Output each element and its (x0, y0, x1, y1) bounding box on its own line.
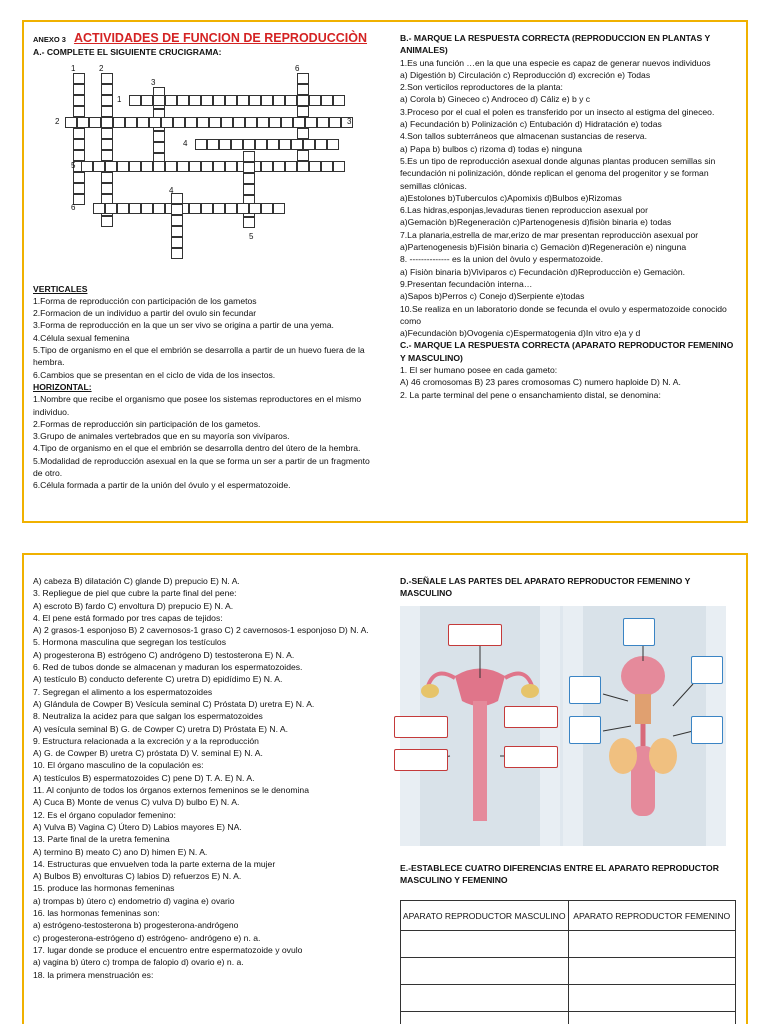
crossword-cell[interactable] (243, 173, 255, 184)
text-line: 6.Cambios que se presentan en el ciclo de vida de los insectos. (33, 369, 276, 380)
section-c-title: C.- MARQUE LA RESPUESTA CORRECTA (APARATO REPRODUCTOR FEMENINO Y MASCULINO) (400, 340, 734, 363)
text-line: 2.Son verticilos reproductores de la planta: (400, 82, 563, 93)
section-b-questions (400, 57, 740, 340)
text-line: a)Gemaciòn b)Regeneraciòn c)Partenogenesis d)fisiòn binaria e) todas (400, 217, 672, 228)
text-line: A) testículo B) conducto deferente C) uretra D) epidídimo E) N. A. (33, 674, 283, 685)
crossword-cell[interactable] (177, 95, 189, 106)
text-line: 1.Nombre que recibe el organismo que posee los sistemas reproductores en el mismo individuo. (33, 394, 362, 417)
crossword-number: 5 (249, 231, 254, 241)
female-label-box[interactable] (394, 716, 448, 738)
female-label-box[interactable] (394, 749, 448, 771)
worksheet-page-2 (22, 553, 748, 1024)
male-panel (563, 606, 726, 846)
table-cell[interactable] (568, 931, 736, 958)
text-line: a)Fecundaciòn b)Ovogenia c)Espermatogenia d)In vitro e)a y d (400, 328, 641, 339)
crossword-cell[interactable] (165, 161, 177, 172)
crossword-cell[interactable] (195, 139, 207, 150)
text-line: a) trompas b) útero c) endometrio d) vagina e) ovario (33, 895, 235, 906)
crossword-cell[interactable] (221, 117, 233, 128)
crossword-cell[interactable] (225, 161, 237, 172)
crossword-cell[interactable] (201, 203, 213, 214)
text-line: 3.Forma de reproducción en la que un ser vivo se origina a partir de una yema. (33, 320, 334, 331)
crossword-cell[interactable] (225, 203, 237, 214)
table-cell[interactable] (568, 1012, 736, 1024)
crossword-cell[interactable] (141, 203, 153, 214)
anexo-label: ANEXO 3 (33, 35, 66, 44)
crossword-number: 2 (99, 63, 104, 73)
page-title: ACTIVIDADES DE FUNCION DE REPRODUCCIÒN (73, 31, 368, 45)
crossword-number: 2 (55, 116, 60, 126)
crossword-cell[interactable] (225, 95, 237, 106)
male-label-box[interactable] (569, 676, 601, 704)
crossword-cell[interactable] (73, 106, 85, 117)
crossword-cell[interactable] (303, 139, 315, 150)
text-line: 6.Las hidras,esponjas,levaduras tienen reproduccion asexual por (400, 205, 648, 216)
crossword-number: 6 (295, 63, 300, 73)
crossword-cell[interactable] (279, 139, 291, 150)
crossword-cell[interactable] (171, 237, 183, 248)
crossword-cell[interactable] (101, 106, 113, 117)
crossword-cell[interactable] (93, 203, 105, 214)
crossword-cell[interactable] (105, 161, 117, 172)
crossword-cell[interactable] (207, 139, 219, 150)
text-line: a) Digestión b) Circulación c) Reproducción d) excreción e) Todas (400, 69, 651, 80)
table-cell[interactable] (401, 1012, 569, 1024)
crossword-cell[interactable] (81, 161, 93, 172)
crossword-cell[interactable] (237, 203, 249, 214)
crossword-cell[interactable] (101, 172, 113, 183)
text-line: 11. Al conjunto de todos los órganos externos femeninos se le denomina (33, 785, 309, 796)
text-line: 4.Célula sexual femenina (33, 332, 130, 343)
crossword-cell[interactable] (257, 117, 269, 128)
crossword-number: 5 (71, 160, 76, 170)
crossword-cell[interactable] (197, 117, 209, 128)
worksheet-page-1 (22, 20, 748, 523)
text-line: 2.Formacion de un individuo a partir del ovulo sin fecundar (33, 308, 257, 319)
crossword-cell[interactable] (297, 150, 309, 161)
male-label-box[interactable] (691, 656, 723, 684)
crossword-cell[interactable] (219, 139, 231, 150)
crossword-cell[interactable] (101, 216, 113, 227)
crossword-cell[interactable] (267, 139, 279, 150)
crossword-cell[interactable] (297, 106, 309, 117)
crossword-cell[interactable] (73, 172, 85, 183)
text-line: 16. las hormonas femeninas son: (33, 908, 160, 919)
text-line: 10. El órgano masculino de la copulación es: (33, 760, 204, 771)
text-line: 3. Repliegue de piel que cubre la parte final del pene: (33, 588, 237, 599)
text-line: 2.Formas de reproducción sin participación de los gametos. (33, 418, 261, 429)
text-line: a) Fisiòn binaria b)Vivìparos c) Fecundaciòn d)Reproducciòn e) Gemaciòn. (400, 266, 686, 277)
table-cell[interactable] (568, 958, 736, 985)
crossword-cell[interactable] (171, 226, 183, 237)
right-column (400, 575, 740, 1024)
text-line: a)Sapos b)Perros c) Conejo d)Serpiente e)todas (400, 291, 585, 302)
crossword-cell[interactable] (293, 117, 305, 128)
crossword-cell[interactable] (329, 117, 341, 128)
male-label-box[interactable] (691, 716, 723, 744)
crossword-cell[interactable] (65, 117, 77, 128)
crossword-cell[interactable] (129, 203, 141, 214)
text-line: 4. El pene está formado por tres capas de tejidos: (33, 612, 223, 623)
text-line: A) Cuca B) Monte de venus C) vulva D) bulbo E) N. A. (33, 797, 240, 808)
text-line: 9. Estructura relacionada a la excreción y a la reproducción (33, 735, 259, 746)
text-line: 7.La planaria,estrella de mar,erizo de mar presentan reproducciòn asexual por (400, 229, 699, 240)
crossword-cell[interactable] (261, 203, 273, 214)
text-line: 9.Presentan fecundaciòn interna… (400, 278, 533, 289)
crossword-cell[interactable] (273, 203, 285, 214)
text-line: A) 46 cromosomas B) 23 pares cromosomas C) numero haploide D) N. A. (400, 377, 681, 388)
crossword-cell[interactable] (73, 183, 85, 194)
crossword-cell[interactable] (317, 117, 329, 128)
crossword-cell[interactable] (291, 139, 303, 150)
crossword-cell[interactable] (333, 161, 345, 172)
crossword-cell[interactable] (129, 95, 141, 106)
crossword-cell[interactable] (177, 161, 189, 172)
crossword-cell[interactable] (189, 95, 201, 106)
text-line: 5.Es un tipo de reproducción asexual donde algunas plantas producen semillas sin fecundación ni polinización, dónde replican el genoma del progenitor y se forman semillas clónicas. (400, 155, 716, 191)
left-column (33, 32, 378, 492)
reproductive-system-diagram (400, 606, 726, 846)
table-header-male: APARATO REPRODUCTOR MASCULINO (401, 901, 569, 931)
crossword-cell[interactable] (297, 128, 309, 139)
crossword-number: 4 (183, 138, 188, 148)
crossword-cell[interactable] (285, 95, 297, 106)
female-label-box[interactable] (448, 624, 502, 646)
text-line: A) testículos B) espermatozoides C) pene D) T. A. E) N. A. (33, 772, 255, 783)
female-label-box[interactable] (504, 746, 558, 768)
section-a-title: A.- COMPLETE EL SIGUIENTE CRUCIGRAMA: (33, 47, 222, 58)
crossword-cell[interactable] (173, 117, 185, 128)
table-cell[interactable] (568, 985, 736, 1012)
crossword-cell[interactable] (93, 161, 105, 172)
crossword-cell[interactable] (249, 95, 261, 106)
text-line: 4.Son tallos subterráneos que almacenan sustancias de reserva. (400, 131, 647, 142)
text-line: 6. Red de tubos donde se almacenan y maduran los espermatozoides. (33, 662, 303, 673)
crossword-cell[interactable] (243, 162, 255, 173)
text-line: 3.Proceso por el cual el polen es transferido por un insecto al estigma del gineceo. (400, 106, 715, 117)
crossword-cell[interactable] (165, 95, 177, 106)
text-line: A) escroto B) fardo C) envoltura D) prepucio E) N. A. (33, 600, 234, 611)
table-header-female: APARATO REPRODUCTOR FEMENINO (568, 901, 736, 931)
page-header (33, 32, 378, 46)
crossword-cell[interactable] (213, 161, 225, 172)
crossword-cell[interactable] (321, 161, 333, 172)
crossword-cell[interactable] (261, 161, 273, 172)
crossword-cell[interactable] (161, 117, 173, 128)
crossword-cell[interactable] (305, 117, 317, 128)
crossword-cell[interactable] (171, 248, 183, 259)
text-line: 5. Hormona masculina que segregan los testículos (33, 637, 226, 648)
text-line: 14. Estructuras que envuelven toda la parte externa de la mujer (33, 858, 276, 869)
crossword-cell[interactable] (261, 95, 273, 106)
crossword-number: 1 (71, 63, 76, 73)
crossword-cell[interactable] (285, 161, 297, 172)
crossword-cell[interactable] (231, 139, 243, 150)
crossword-cell[interactable] (209, 117, 221, 128)
text-line: 3.Grupo de animales vertebrados que en su mayoría son vivíparos. (33, 431, 290, 442)
text-line: A) vesícula seminal B) G. de Cowper C) uretra D) Próstata E) N. A. (33, 723, 289, 734)
female-label-box[interactable] (504, 706, 558, 728)
crossword-cell[interactable] (249, 203, 261, 214)
section-d-title: D.-SEÑALE LAS PARTES DEL APARATO REPRODUCTOR FEMENINO Y MASCULINO (400, 576, 691, 599)
crossword-cell[interactable] (171, 204, 183, 215)
crossword-cell[interactable] (327, 139, 339, 150)
text-line: a) Fecundación b) Polinización c) Entubación d) Hidratación e) todas (400, 119, 662, 130)
crossword-cell[interactable] (73, 95, 85, 106)
text-line: 7. Segregan el alimento a los espermatozoides (33, 686, 213, 697)
crossword-cell[interactable] (243, 139, 255, 150)
crossword-cell[interactable] (189, 161, 201, 172)
horizontal-list (33, 393, 378, 491)
crossword-number: 6 (71, 202, 76, 212)
male-label-box[interactable] (569, 716, 601, 744)
text-line: 5.Modalidad de reproducción asexual en la que se forma un ser a partir de un fragmento de otro. (33, 455, 370, 479)
crossword-cell[interactable] (321, 95, 333, 106)
text-line: a)Estolones b)Tuberculos c)Apomixis d)Bulbos e)Rizomas (400, 192, 622, 203)
crossword-cell[interactable] (101, 95, 113, 106)
crossword-cell[interactable] (141, 161, 153, 172)
right-column (400, 32, 740, 401)
crossword-cell[interactable] (213, 95, 225, 106)
text-line: 8. Neutraliza la acidez para que salgan los espermatozoides (33, 711, 263, 722)
crossword-cell[interactable] (201, 95, 213, 106)
comparison-table (400, 900, 736, 1024)
crossword-number: 4 (169, 185, 174, 195)
text-line: 6.Célula formada a partir de la unión del óvulo y el espermatozoide. (33, 480, 291, 491)
text-line: 12. Es el órgano copulador femenino: (33, 809, 176, 820)
text-line: 18. la primera menstruación es: (33, 969, 154, 980)
crossword-cell[interactable] (101, 139, 113, 150)
text-line: 2. La parte terminal del pene o ensanchamiento distal, se denomina: (400, 389, 661, 400)
crossword-cell[interactable] (153, 95, 165, 106)
crossword-cell[interactable] (255, 139, 267, 150)
section-b-title: B.- MARQUE LA RESPUESTA CORRECTA (REPRODUCCION EN PLANTAS Y ANIMALES) (400, 33, 711, 56)
crossword-cell[interactable] (153, 131, 165, 142)
crossword-cell[interactable] (89, 117, 101, 128)
horizontal-heading: HORIZONTAL: (33, 381, 92, 392)
crossword-cell[interactable] (137, 117, 149, 128)
crossword-cell[interactable] (117, 161, 129, 172)
table-row (401, 985, 736, 1012)
crossword-number: 3 (151, 77, 156, 87)
crossword-cell[interactable] (101, 128, 113, 139)
crossword-cell[interactable] (113, 117, 125, 128)
crossword-cell[interactable] (269, 117, 281, 128)
text-line: 4.Tipo de organismo en el que el embrión se desarrolla dentro del útero de la hembra. (33, 443, 361, 454)
text-line: a) vagina b) útero c) trompa de falopio d) ovario e) n. a. (33, 957, 244, 968)
crossword-cell[interactable] (141, 95, 153, 106)
text-line: 8. -------------- es la union del òvulo y espermatozoide. (400, 254, 603, 265)
crossword-cell[interactable] (273, 161, 285, 172)
text-line: a)Partenogenesis b)Fisiòn binaria c) Gemaciòn d)Regeneraciòn e) ninguna (400, 242, 687, 253)
table-cell[interactable] (401, 931, 569, 958)
crossword-cell[interactable] (185, 117, 197, 128)
crossword-cell[interactable] (333, 95, 345, 106)
text-line: a) Papa b) bulbos c) rizoma d) todas e) ninguna (400, 143, 583, 154)
crossword-cell[interactable] (101, 183, 113, 194)
section-c-questions (400, 364, 740, 401)
crossword-cell[interactable] (117, 203, 129, 214)
text-line: A) termino B) meato C) ano D) himen E) N. A. (33, 846, 208, 857)
crossword-cell[interactable] (297, 161, 309, 172)
table-cell[interactable] (401, 985, 569, 1012)
crossword-cell[interactable] (149, 117, 161, 128)
section-e-title: E.-ESTABLECE CUATRO DIFERENCIAS ENTRE EL APARATO REPRODUCTOR MASCULINO Y FEMENINO (400, 862, 719, 885)
verticales-list (33, 295, 378, 381)
crossword-grid[interactable] (33, 63, 378, 283)
crossword-cell[interactable] (73, 84, 85, 95)
text-line: a) Corola b) Gineceo c) Androceo d) Cáliz e) b y c (400, 94, 591, 105)
crossword-cell[interactable] (153, 161, 165, 172)
text-line: 13. Parte final de la uretra femenina (33, 834, 170, 845)
crossword-cell[interactable] (171, 215, 183, 226)
left-column-questions (33, 575, 383, 981)
crossword-cell[interactable] (237, 95, 249, 106)
crossword-cell[interactable] (153, 203, 165, 214)
crossword-cell[interactable] (129, 161, 141, 172)
text-line: c) progesterona-estrógeno d) estrógeno- andrógeno e) n. a. (33, 932, 261, 943)
text-line: 5.Tipo de organismo en el que el embrión se desarrolla a partir de un huevo fuera de la hembra. (33, 345, 365, 368)
table-row (401, 931, 736, 958)
text-line: A) 2 grasos-1 esponjoso B) 2 cavernosos-1 graso C) 2 cavernosos-1 esponjoso D) N. A. (33, 625, 369, 636)
text-line: A) cabeza B) dilatación C) glande D) prepucio E) N. A. (33, 576, 240, 586)
crossword-cell[interactable] (153, 142, 165, 153)
table-row (401, 958, 736, 985)
text-line: 17. lugar donde se produce el encuentro entre espermatozoide y ovulo (33, 944, 303, 955)
crossword-cell[interactable] (297, 84, 309, 95)
crossword-number: 1 (117, 94, 122, 104)
verticales-heading: VERTICALES (33, 283, 88, 294)
text-line: A) Bulbos B) envolturas C) labios D) refuerzos E) N. A. (33, 871, 242, 882)
male-label-box[interactable] (623, 618, 655, 646)
crossword-cell[interactable] (213, 203, 225, 214)
text-line: 10.Se realiza en un laboratorio donde se fecunda el ovulo y espermatozoide conocido como (400, 303, 727, 326)
crossword-cell[interactable] (101, 84, 113, 95)
crossword-cell[interactable] (281, 117, 293, 128)
crossword-cell[interactable] (297, 95, 309, 106)
text-line: A) Glándula de Cowper B) Vesícula seminal C) Próstata D) uretra E) N. A. (33, 698, 315, 709)
text-line: a) estrógeno-testosterona b) progesterona-andrógeno (33, 920, 239, 931)
text-line: A) Vulva B) Vagina C) Útero D) Labios mayores E) NA. (33, 821, 242, 832)
text-line: A) G. de Cowper B) uretra C) próstata D) V. seminal E) N. A. (33, 748, 263, 759)
crossword-cell[interactable] (101, 117, 113, 128)
crossword-cell[interactable] (73, 128, 85, 139)
crossword-cell[interactable] (309, 161, 321, 172)
crossword-cell[interactable] (315, 139, 327, 150)
crossword-cell[interactable] (105, 203, 117, 214)
crossword-cell[interactable] (201, 161, 213, 172)
table-cell[interactable] (401, 958, 569, 985)
crossword-cell[interactable] (101, 150, 113, 161)
crossword-cell[interactable] (77, 117, 89, 128)
text-line: 1.Forma de reproducción con participación de los gametos (33, 295, 257, 306)
crossword-cell[interactable] (233, 117, 245, 128)
crossword-cell[interactable] (243, 217, 255, 228)
crossword-cell[interactable] (243, 151, 255, 162)
table-row (401, 1012, 736, 1024)
crossword-cell[interactable] (73, 139, 85, 150)
text-line: A) progesterona B) estrógeno C) andrógeno D) testosterona E) N. A. (33, 649, 295, 660)
crossword-cell[interactable] (125, 117, 137, 128)
female-panel (400, 606, 560, 846)
crossword-cell[interactable] (189, 203, 201, 214)
crossword-cell[interactable] (245, 117, 257, 128)
crossword-cell[interactable] (273, 95, 285, 106)
crossword-cell[interactable] (309, 95, 321, 106)
text-line: 15. produce las hormonas femeninas (33, 883, 175, 894)
crossword-cell[interactable] (243, 184, 255, 195)
text-line: 1. El ser humano posee en cada gameto: (400, 365, 558, 376)
text-line: 1.Es una función …en la que una especie es capaz de generar nuevos individuos (400, 57, 711, 68)
crossword-number: 3 (347, 116, 352, 126)
